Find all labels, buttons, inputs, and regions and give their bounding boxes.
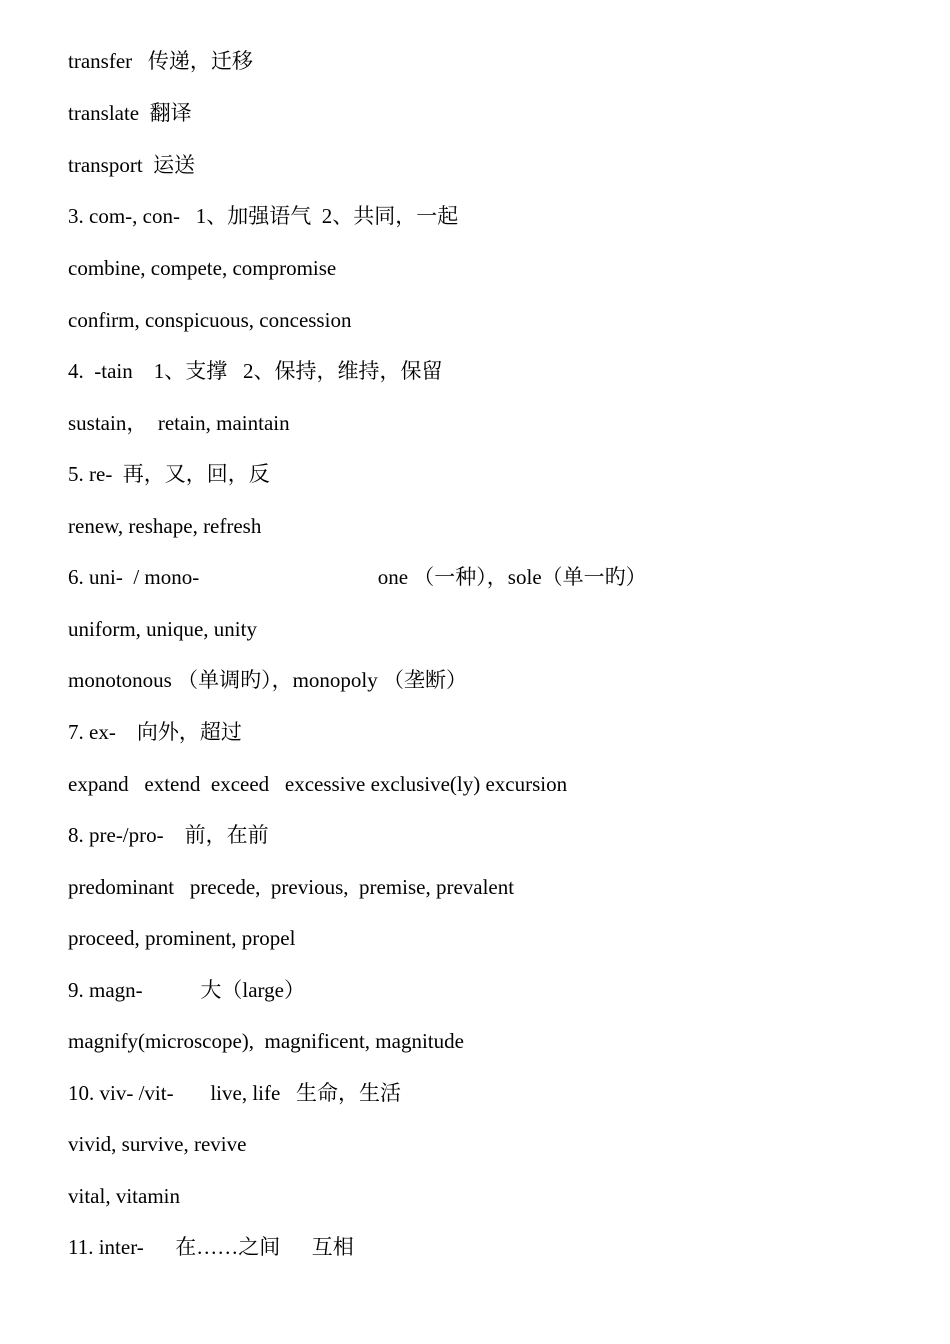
text-line: sustain， retain, maintain (68, 411, 290, 435)
text-line: vivid, survive, revive (68, 1132, 247, 1156)
text-line: 7. ex- 向外，超过 (68, 720, 242, 744)
text-line: vital, vitamin (68, 1184, 180, 1208)
text-line: 6. uni- / mono- one （一种），sole（单一旳） (68, 565, 647, 589)
text-line: predominant precede, previous, premise, prevalent (68, 875, 515, 899)
text-line: monotonous （单调旳），monopoly （垄断） (68, 668, 468, 692)
text-line: confirm, conspicuous, concession (68, 308, 352, 332)
text-line: 10. viv- /vit- live, life 生命，生活 (68, 1081, 402, 1105)
text-line: translate 翻译 (68, 101, 192, 125)
text-line: 11. inter- 在……之间 互相 (68, 1235, 354, 1259)
text-line: renew, reshape, refresh (68, 514, 262, 538)
text-line: 4. -tain 1、支撑 2、保持，维持，保留 (68, 359, 443, 383)
text-line: magnify(microscope), magnificent, magnitude (68, 1029, 464, 1053)
text-line: 5. re- 再，又，回，反 (68, 462, 270, 486)
text-line: transfer 传递，迁移 (68, 49, 253, 73)
text-line: proceed, prominent, propel (68, 926, 296, 950)
text-line: 8. pre-/pro- 前，在前 (68, 823, 269, 847)
text-line: expand extend exceed excessive exclusive(ly) excursion (68, 772, 568, 796)
text-line: 9. magn- 大（large） (68, 978, 305, 1002)
text-line: uniform, unique, unity (68, 617, 257, 641)
text-line: transport 运送 (68, 153, 196, 177)
text-line: 3. com-, con- 1、加强语气 2、共同，一起 (68, 204, 459, 228)
text-line: combine, compete, compromise (68, 256, 337, 280)
